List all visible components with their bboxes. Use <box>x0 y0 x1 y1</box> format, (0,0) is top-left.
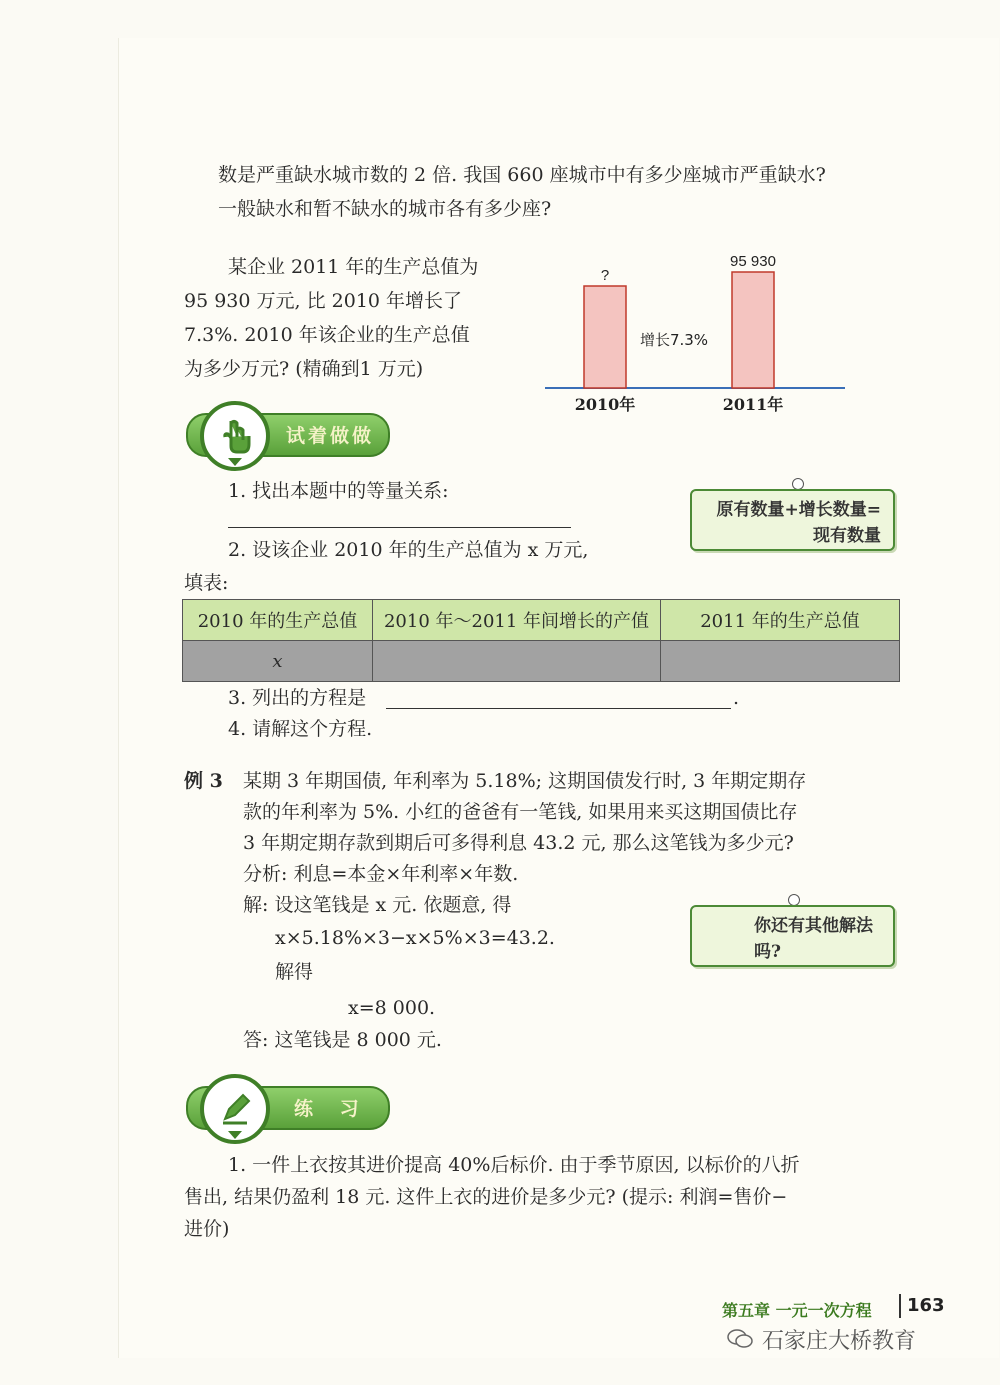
banner-tail <box>228 1131 242 1139</box>
chart-value-label: ? <box>600 267 610 284</box>
chapter-title: 第五章 一元一次方程 <box>722 1301 872 1320</box>
page-number: 163 <box>907 1295 945 1316</box>
table-cell: x <box>183 641 373 682</box>
exercise-line-1: 1. 一件上衣按其进价提高 40%后标价. 由于季节原因, 以标价的八折 <box>228 1154 800 1176</box>
example-analysis: 分析: 利息=本金×年利率×年数. <box>243 863 519 885</box>
footer-divider <box>899 1294 901 1318</box>
try-banner-label: 试着做做 <box>286 425 375 447</box>
intro-line-1: 数是严重缺水城市数的 2 倍. 我国 660 座城市中有多少座城市严重缺水? <box>218 164 826 186</box>
chart-bar <box>732 272 774 388</box>
chart-category-label: 2010年 <box>574 395 636 414</box>
chart-annotation: 增长7.3% <box>639 331 709 349</box>
table-cell <box>373 641 661 682</box>
exercise-line-3: 进价) <box>184 1218 230 1240</box>
table-header-cell: 2011 年的生产总值 <box>661 600 900 641</box>
step-2: 2. 设该企业 2010 年的生产总值为 x 万元, <box>228 539 589 561</box>
practice-banner-label: 练 习 <box>294 1098 369 1120</box>
table-row <box>183 641 900 682</box>
hint-note-other-methods <box>690 905 895 967</box>
chart-value-label: 95 930 <box>730 253 776 270</box>
example-solution-intro: 解: 设这笔钱是 x 元. 依题意, 得 <box>243 894 512 916</box>
example-answer: 答: 这笔钱是 8 000 元. <box>243 1029 442 1051</box>
step-4: 4. 请解这个方程. <box>228 718 373 740</box>
table-header-cell: 2010 年的生产总值 <box>183 600 373 641</box>
table-header-cell: 2010 年～2011 年间增长的产值 <box>373 600 661 641</box>
hint-note-text: 原有数量+增长数量=现有数量 <box>716 500 881 546</box>
chart-category-label: 2011年 <box>722 395 784 414</box>
problem-line-4: 为多少万元? (精确到1 万元) <box>184 358 424 380</box>
watermark-text: 石家庄大桥教育 <box>762 1329 917 1354</box>
growth-bar-chart <box>540 250 860 420</box>
exercise-line-2: 售出, 结果仍盈利 18 元. 这件上衣的进价是多少元? (提示: 利润=售价− <box>184 1186 788 1208</box>
example-line-1: 某期 3 年期国债, 年利率为 5.18%; 这期国债发行时, 3 年期定期存 <box>243 770 807 792</box>
chart-bar <box>584 286 626 388</box>
intro-line-2: 一般缺水和暂不缺水的城市各有多少座? <box>218 198 552 220</box>
step-2-table-prompt: 填表: <box>184 572 229 594</box>
example-equation: x×5.18%×3−x×5%×3=43.2. <box>275 927 555 949</box>
fill-in-table <box>182 599 900 682</box>
hint-note-text: 你还有其他解法吗? <box>754 916 873 962</box>
example-solve-label: 解得 <box>275 961 314 983</box>
problem-line-2: 95 930 万元, 比 2010 年增长了 <box>184 290 463 312</box>
example-result: x=8 000. <box>348 997 436 1019</box>
table-cell <box>661 641 900 682</box>
step-3: 3. 列出的方程是 <box>228 687 367 709</box>
answer-blank-1 <box>228 527 571 528</box>
table-header-row <box>183 600 900 641</box>
example-label: 例 3 <box>184 770 223 792</box>
step-1: 1. 找出本题中的等量关系: <box>228 480 449 502</box>
example-line-3: 3 年期定期存款到期后可多得利息 43.2 元, 那么这笔钱为多少元? <box>243 832 794 854</box>
answer-blank-2 <box>386 708 731 709</box>
problem-line-3: 7.3%. 2010 年该企业的生产总值 <box>184 324 470 346</box>
problem-line-1: 某企业 2011 年的生产总值为 <box>228 256 479 278</box>
banner-tail <box>228 458 242 466</box>
step-3-period: . <box>733 687 740 709</box>
chart-svg <box>540 250 860 420</box>
example-line-2: 款的年利率为 5%. 小红的爸爸有一笔钱, 如果用来买这期国债比存 <box>243 801 798 823</box>
hint-note-equation <box>690 489 895 551</box>
chat-bubble-icon <box>727 1328 753 1350</box>
